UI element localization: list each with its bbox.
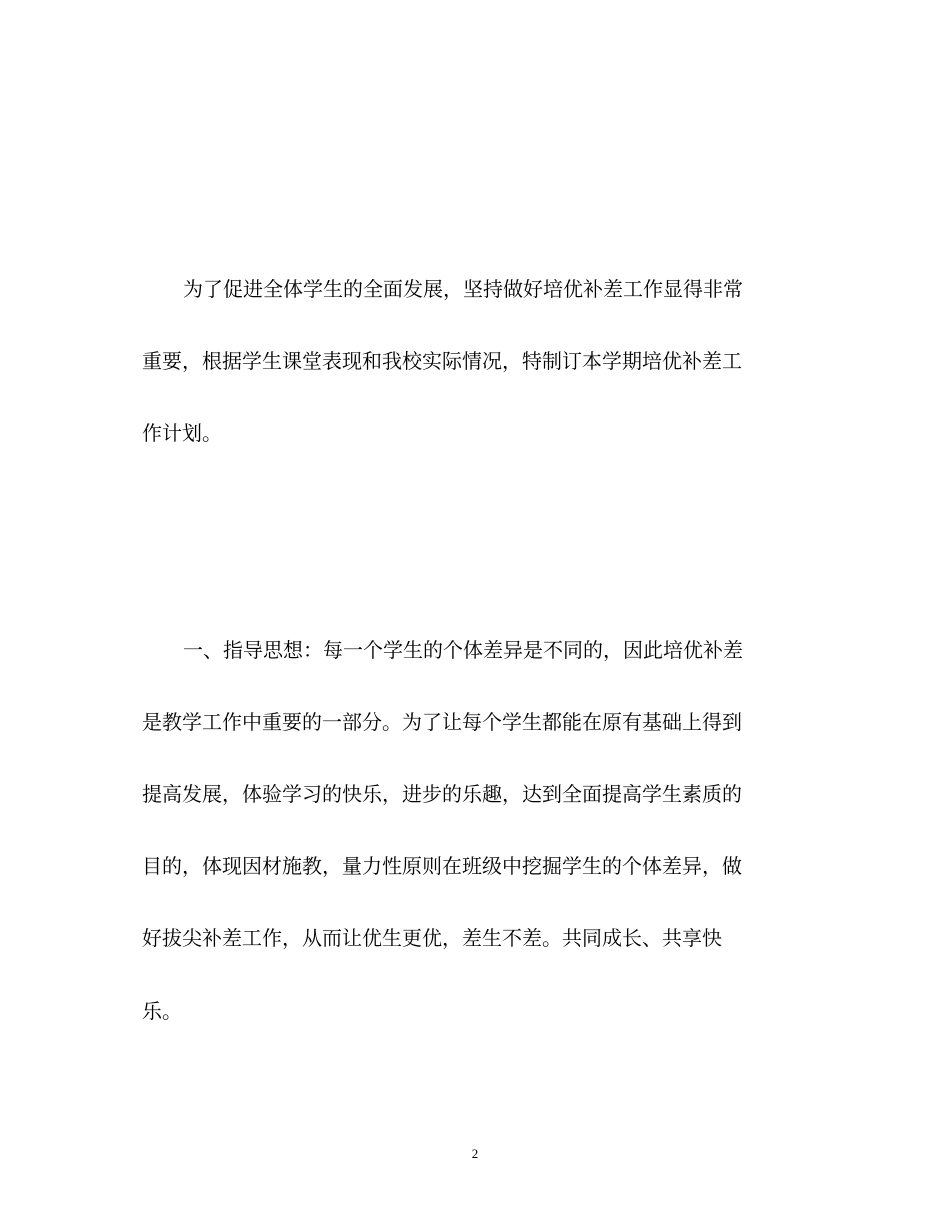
paragraph-line: 一、指导思想：每一个学生的个体差异是不同的，因此培优补差 — [183, 638, 743, 662]
paragraph-line: 重要，根据学生课堂表现和我校实际情况，特制订本学期培优补差工 — [142, 349, 742, 373]
page-number: 2 — [471, 1146, 479, 1161]
paragraph-line: 作计划。 — [142, 421, 222, 445]
paragraph-line: 目的，体现因材施教，量力性原则在班级中挖掘学生的个体差异，做 — [142, 854, 742, 878]
paragraph-line: 为了促进全体学生的全面发展，坚持做好培优补差工作显得非常 — [183, 277, 743, 301]
paragraph-line: 乐。 — [142, 999, 182, 1023]
paragraph-line: 是教学工作中重要的一部分。为了让每个学生都能在原有基础上得到 — [142, 710, 742, 734]
paragraph-line: 提高发展，体验学习的快乐，进步的乐趣，达到全面提高学生素质的 — [142, 782, 742, 806]
paragraph-line: 好拔尖补差工作，从而让优生更优，差生不差。共同成长、共享快 — [142, 926, 722, 950]
